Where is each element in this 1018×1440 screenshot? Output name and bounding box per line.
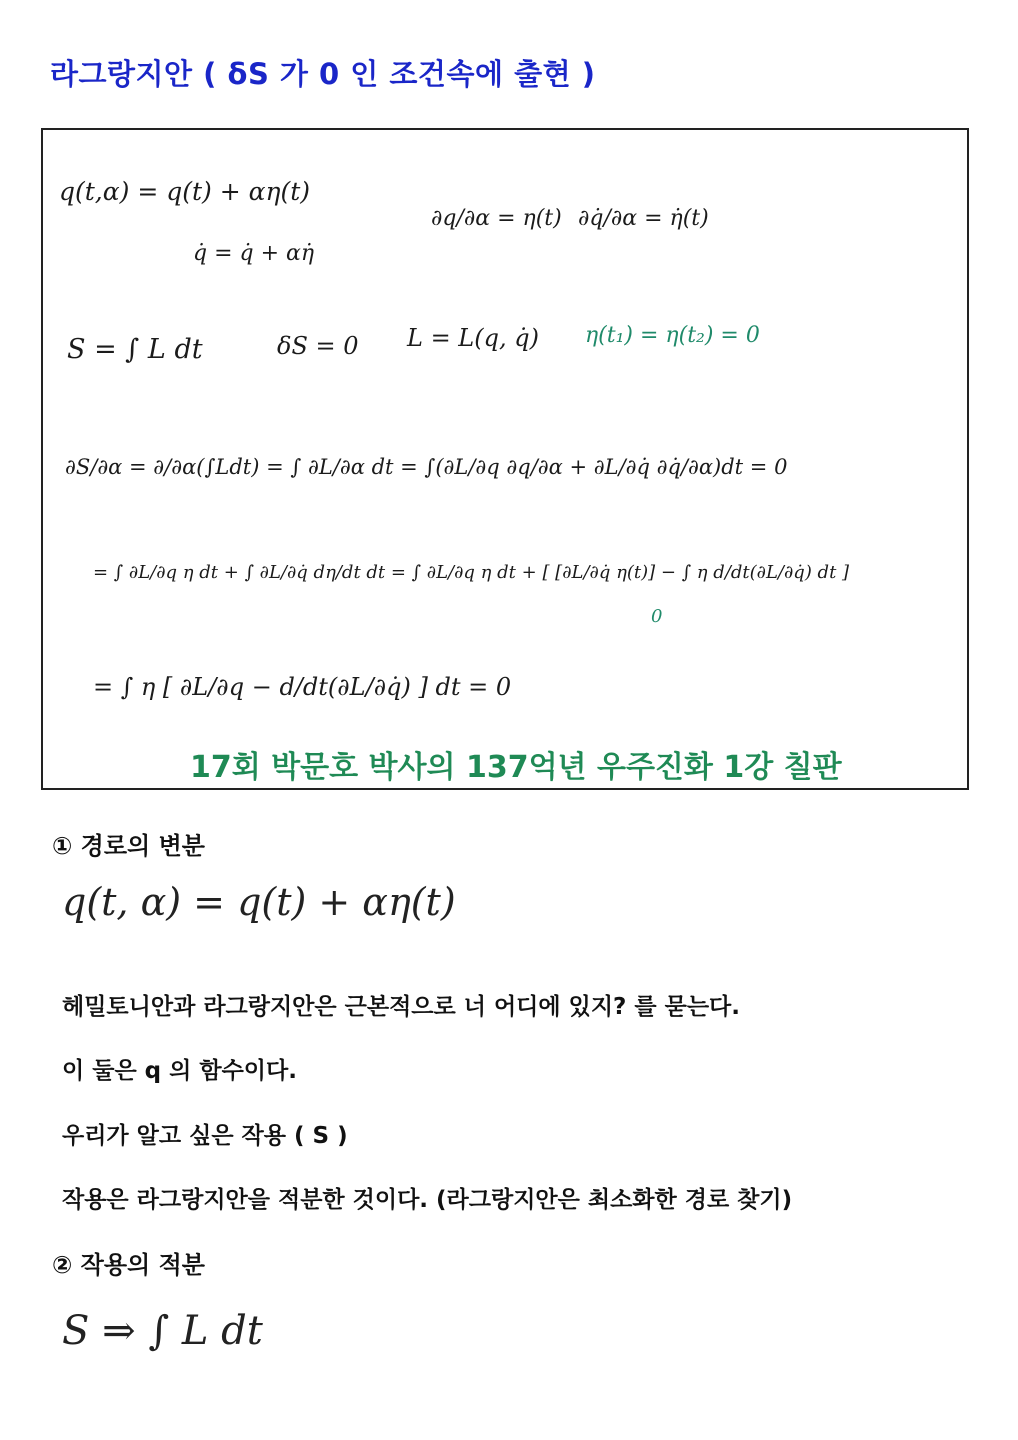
eq-dq-dalpha: ∂q/∂α = η(t)	[431, 206, 562, 231]
eq-action: S = ∫ L dt	[67, 334, 203, 365]
formula-action-integral: S ⇒ ∫ L dt	[62, 1308, 263, 1354]
page-title: 라그랑지안 ( δS 가 0 인 조건속에 출현 )	[50, 57, 596, 91]
paragraph-4: 작용은 라그랑지안을 적분한 것이다. (라그랑지안은 최소화한 경로 찾기)	[62, 1187, 793, 1213]
eq-lagrangian: L = L(q, q̇)	[407, 324, 539, 352]
eq-boundary-zero: 0	[651, 606, 663, 627]
eq-dS-dalpha: ∂S/∂α = ∂/∂α(∫Ldt) = ∫ ∂L/∂α dt = ∫(∂L/∂q ∂q/∂α + ∂L/∂q̇ ∂q̇/∂α)dt = 0	[65, 455, 788, 479]
paragraph-3: 우리가 알고 싶은 작용 ( S )	[62, 1123, 348, 1149]
section-heading-path-variation: ① 경로의 변분	[52, 832, 205, 860]
eq-boundary-condition: η(t₁) = η(t₂) = 0	[585, 323, 760, 348]
eq-path-variation: q(t,α) = q(t) + αη(t)	[59, 177, 311, 206]
handwritten-equations	[43, 130, 967, 788]
board-caption: 17회 박문호 박사의 137억년 우주진화 1강 칠판	[190, 750, 842, 785]
paragraph-1: 헤밀토니안과 라그랑지안은 근본적으로 너 어디에 있지? 를 묻는다.	[62, 994, 741, 1020]
formula-path-variation: q(t, α) = q(t) + αη(t)	[62, 880, 456, 924]
paragraph-2: 이 둘은 q 의 함수이다.	[62, 1058, 297, 1084]
blackboard-photo	[41, 128, 969, 790]
eq-velocity-variation: q̇ = q̇ + αη̇	[193, 241, 315, 266]
eq-euler-lagrange: = ∫ η [ ∂L/∂q − d/dt(∂L/∂q̇) ] dt = 0	[93, 673, 512, 701]
section-heading-action-integral: ② 작용의 적분	[52, 1251, 205, 1279]
eq-integration-by-parts: = ∫ ∂L/∂q η dt + ∫ ∂L/∂q̇ dη/dt dt = ∫ ∂L/∂q η dt + [ [∂L/∂q̇ η(t)] − ∫ η d/dt(∂L/∂q̇) dt ]	[93, 562, 850, 583]
eq-dqdot-dalpha: ∂q̇/∂α = η̇(t)	[578, 206, 709, 231]
eq-delta-s: δS = 0	[277, 332, 359, 360]
